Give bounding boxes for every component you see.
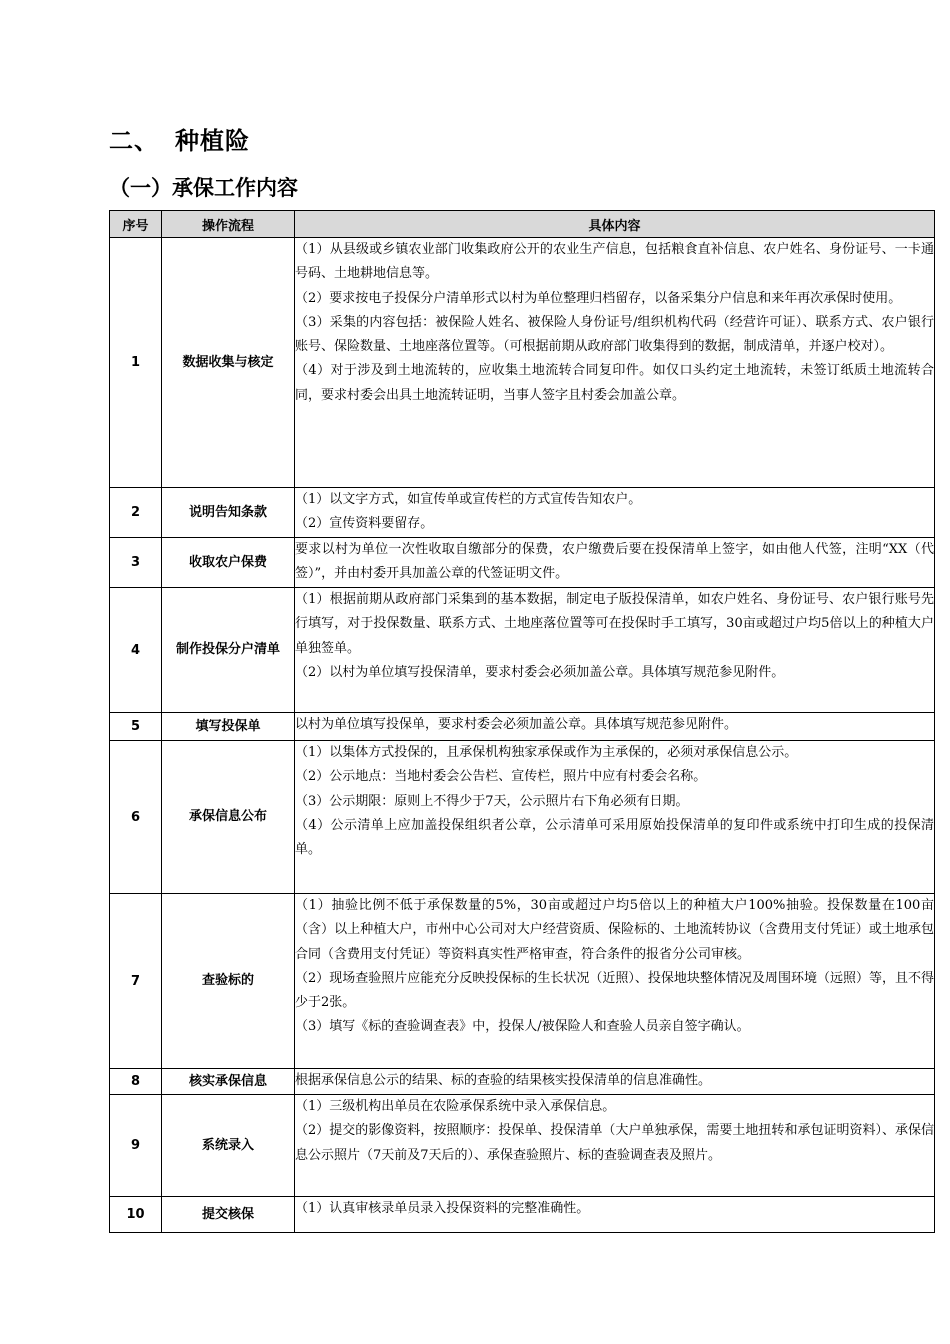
section-title: 种植险 <box>175 127 250 155</box>
row-step: 承保信息公布 <box>162 741 295 894</box>
table-row <box>110 538 935 588</box>
row-step: 填写投保单 <box>162 713 295 741</box>
content-line: （2）现场查验照片应能充分反映投保标的生长状况（近照）、投保地块整体情况及周围环境（远照）等，且不得少于2张。 <box>295 970 934 1011</box>
row-seq: 9 <box>110 1095 162 1197</box>
row-content <box>295 588 935 713</box>
header-content: 具体内容 <box>295 211 935 238</box>
row-content <box>295 713 935 741</box>
content-line: （2）宣传资料要留存。 <box>295 516 434 532</box>
row-seq: 3 <box>110 538 162 588</box>
content-line: （1）从县级或乡镇农业部门收集政府公开的农业生产信息，包括粮食直补信息、农户姓名、身份证号、一卡通号码、土地耕地信息等。 <box>295 242 934 282</box>
header-seq: 序号 <box>110 211 162 238</box>
table-row <box>110 588 935 713</box>
row-step: 制作投保分户清单 <box>162 588 295 713</box>
underwriting-process-table <box>109 210 935 1233</box>
row-content <box>295 1197 935 1233</box>
subsection-heading: （一）承保工作内容 <box>109 176 298 200</box>
content-line: （2）提交的影像资料，按照顺序：投保单、投保清单（大户单独承保，需要土地扭转和承包证明资料）、承保信息公示照片（7天前及7天后的）、承保查验照片、标的查验调查表及照片。 <box>295 1123 934 1163</box>
row-content <box>295 741 935 894</box>
row-seq: 1 <box>110 238 162 488</box>
content-line: 以村为单位填写投保单，要求村委会必须加盖公章。具体填写规范参见附件。 <box>295 717 738 732</box>
table-row <box>110 1197 935 1233</box>
row-seq: 8 <box>110 1069 162 1095</box>
content-line: （2）要求按电子投保分户清单形式以村为单位整理归档留存，以备采集分户信息和来年再次承保时使用。 <box>295 290 902 306</box>
row-step: 说明告知条款 <box>162 488 295 538</box>
row-step: 核实承保信息 <box>162 1069 295 1095</box>
content-line: （3）填写《标的查验调查表》中，投保人/被保险人和查验人员亲自签字确认。 <box>295 1019 750 1035</box>
row-content <box>295 1069 935 1095</box>
row-seq: 4 <box>110 588 162 713</box>
table-row <box>110 238 935 488</box>
table-row <box>110 741 935 894</box>
table-row <box>110 1069 935 1095</box>
content-line: （4）公示清单上应加盖投保组织者公章，公示清单可采用原始投保清单的复印件或系统中打印生成的投保清单。 <box>295 817 934 858</box>
content-line: （1）认真审核录单员录入投保资料的完整准确性。 <box>295 1201 590 1216</box>
row-content <box>295 488 935 538</box>
content-line: 根据承保信息公示的结果、标的查验的结果核实投保清单的信息准确性。 <box>295 1073 712 1088</box>
content-line: （3）采集的内容包括：被保险人姓名、被保险人身份证号/组织机构代码（经营许可证）、联系方式、农户银行账号、保险数量、土地座落位置等。（可根据前期从政府部门收集得到的数据，制成清单，并逐户校对）。 <box>295 314 934 355</box>
row-seq: 2 <box>110 488 162 538</box>
row-content <box>295 238 935 488</box>
row-step: 提交核保 <box>162 1197 295 1233</box>
row-step: 查验标的 <box>162 894 295 1069</box>
row-step: 收取农户保费 <box>162 538 295 588</box>
section-number: 二、 <box>109 127 159 155</box>
content-line: （1）抽验比例不低于承保数量的5%，30亩或超过户均5倍以上的种植大户100%抽验。投保数量在100亩（含）以上种植大户，市州中心公司对大户经营资质、保险标的、土地流转协议（含费用支付凭证）或土地承包合同（含费用支付凭证）等资料真实性严格审查，符合条件的报省分公司审核。 <box>295 898 934 962</box>
content-line: （2）公示地点：当地村委会公告栏、宣传栏，照片中应有村委会名称。 <box>295 769 707 785</box>
table-row <box>110 713 935 741</box>
row-step: 系统录入 <box>162 1095 295 1197</box>
table-header-row <box>110 211 935 238</box>
row-seq: 5 <box>110 713 162 741</box>
content-line: （1）以集体方式投保的，且承保机构独家承保或作为主承保的，必须对承保信息公示。 <box>295 745 798 760</box>
row-seq: 6 <box>110 741 162 894</box>
row-step: 数据收集与核定 <box>162 238 295 488</box>
table-row <box>110 1095 935 1197</box>
content-line: （1）以文字方式，如宣传单或宣传栏的方式宣传告知农户。 <box>295 492 642 507</box>
content-line: （3）公示期限：原则上不得少于7天，公示照片右下角必须有日期。 <box>295 793 689 809</box>
content-line: 要求以村为单位一次性收取自缴部分的保费，农户缴费后要在投保清单上签字，如由他人代签，注明“XX（代签）”，并由村委开具加盖公章的代签证明文件。 <box>295 542 934 582</box>
row-content <box>295 1095 935 1197</box>
table-row <box>110 894 935 1069</box>
content-line: （1）三级机构出单员在农险承保系统中录入承保信息。 <box>295 1099 616 1114</box>
row-seq: 10 <box>110 1197 162 1233</box>
section-heading <box>109 121 250 156</box>
content-line: （4）对于涉及到土地流转的，应收集土地流转合同复印件。如仅口头约定土地流转，未签订纸质土地流转合同，要求村委会出具土地流转证明，当事人签字且村委会加盖公章。 <box>295 363 934 403</box>
row-content <box>295 538 935 588</box>
content-line: （2）以村为单位填写投保清单，要求村委会必须加盖公章。具体填写规范参见附件。 <box>295 664 785 680</box>
content-line: （1）根据前期从政府部门采集到的基本数据，制定电子版投保清单，如农户姓名、身份证号、农户银行账号先行填写，对于投保数量、联系方式、土地座落位置等可在投保时手工填写，30亩或超过户均5倍以上的种植大户单独签单。 <box>295 592 934 656</box>
table-row <box>110 488 935 538</box>
header-step: 操作流程 <box>162 211 295 238</box>
row-seq: 7 <box>110 894 162 1069</box>
row-content <box>295 894 935 1069</box>
